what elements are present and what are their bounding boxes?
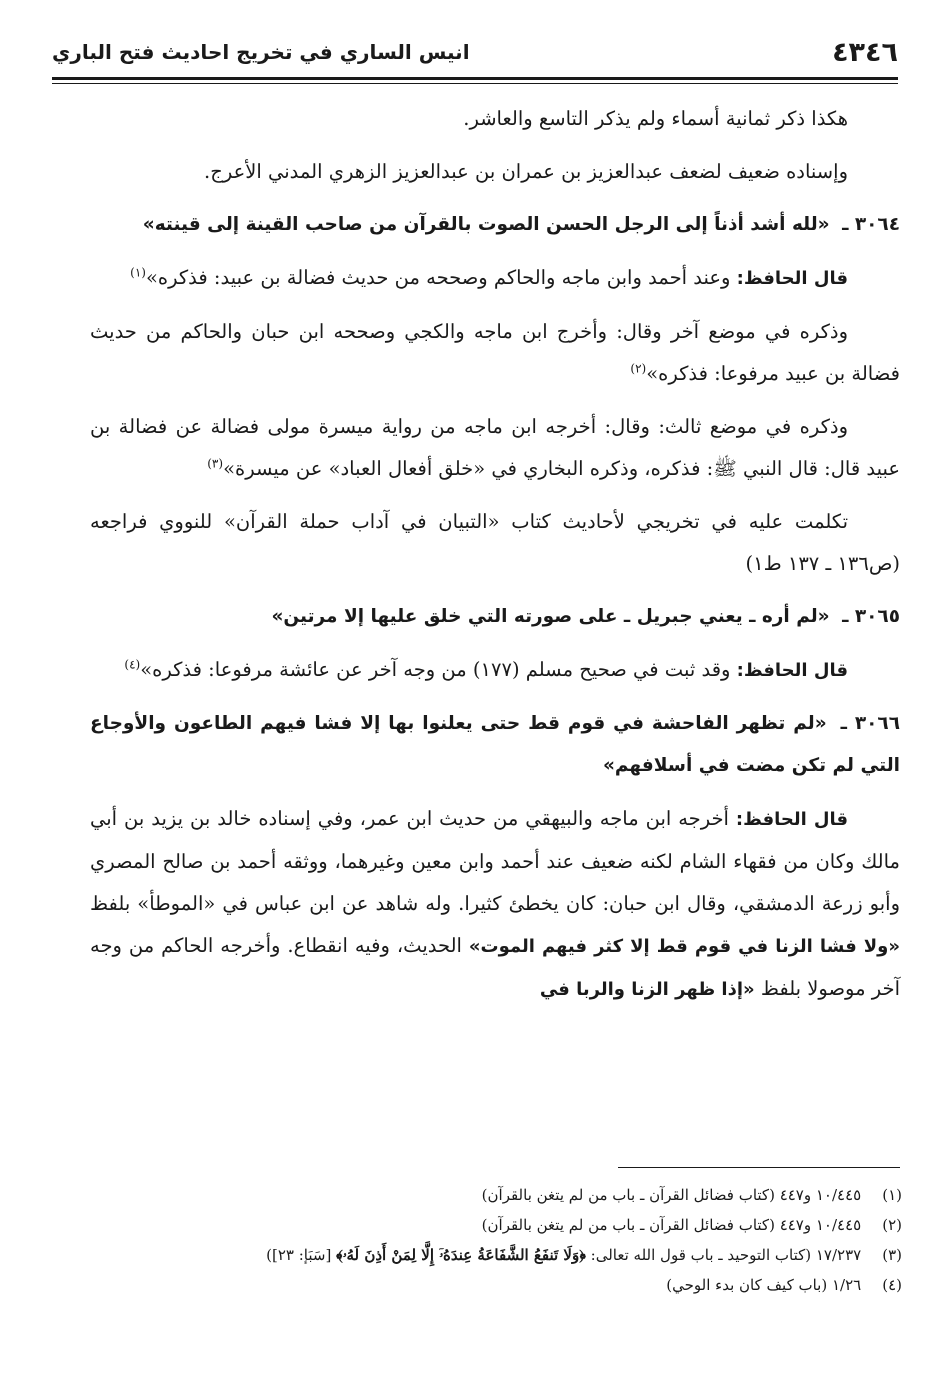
hadith-number: ٣٠٦٦ ـ (840, 713, 900, 734)
book-title: انيس الساري في تخريج احاديث فتح الباري (52, 40, 470, 64)
speaker-label: قال الحافظ: (736, 660, 848, 681)
paragraph-text: وذكره في موضع ثالث: وقال: أخرجه ابن ماجه من رواية ميسرة مولى فضالة عن فضالة بن عبيد قال: قال النبي ﷺ: فذكره، وذكره البخاري في «خلق أفعال العباد» عن ميسرة» (90, 415, 900, 480)
footnote-ref[interactable]: (٤) (124, 657, 141, 672)
hadith-heading (90, 703, 900, 787)
quoted-text: «إذا ظهر الزنا والربا في (539, 979, 755, 1000)
hadith-text: «لم تظهر الفاحشة في قوم قط حتى يعلنوا بها إلا فشا فيهم الطاعون والأوجاع التي لم تكن مضت في أسلافهم» (90, 713, 900, 776)
paragraph (90, 649, 900, 692)
hadith-number: ٣٠٦٥ ـ (842, 606, 900, 627)
quoted-text: «ولا فشا الزنا في قوم قط إلا كثر فيهم الموت» (468, 936, 900, 957)
paragraph: هكذا ذكر ثمانية أسماء ولم يذكر التاسع والعاشر. (463, 107, 848, 130)
paragraph (90, 311, 900, 395)
footnote-text: ١٧/٢٣٧ (كتاب التوحيد ـ باب قول الله تعالى: (590, 1246, 862, 1264)
speaker-label: قال الحافظ: (736, 268, 848, 289)
paragraph: تكلمت عليه في تخريجي لأحاديث كتاب «التبيان في آداب حملة القرآن» للنووي فراجعه (ص١٣٦ ـ ١٣٧ ط١) (90, 510, 900, 575)
footnote (90, 1180, 902, 1210)
footnote-number: (٤) (882, 1276, 902, 1294)
header-rule-thin (52, 83, 898, 84)
page-number: ٤٣٤٦ (832, 36, 898, 68)
paragraph (90, 257, 900, 300)
page-header (52, 30, 898, 74)
footnote-ref[interactable]: (١) (130, 265, 146, 280)
hadith-text: «لم أره ـ يعني جبريل ـ على صورته التي خلق عليها إلا مرتين» (271, 606, 830, 627)
footnote-separator (618, 1167, 900, 1168)
paragraph-text: وقد ثبت في صحيح مسلم (١٧٧) من وجه آخر عن عائشة مرفوعا: فذكره» (140, 658, 731, 681)
header-rule (52, 77, 898, 80)
footnote (90, 1240, 902, 1270)
speaker-label: قال الحافظ: (735, 809, 848, 830)
footnote-number: (٢) (882, 1216, 902, 1234)
footnotes (90, 1180, 902, 1300)
footnote-number: (٣) (882, 1246, 902, 1264)
footnote-number: (١) (882, 1186, 902, 1204)
paragraph: وإسناده ضعيف لضعف عبدالعزيز بن عمران بن عبدالعزيز الزهري المدني الأعرج. (204, 160, 848, 183)
paragraph-text: أخرجه ابن ماجه والبيهقي من حديث ابن عمر، وفي إسناده خالد بن يزيد بن أبي مالك وكان من فقهاء الشام لكنه ضعيف عند أحمد وابن معين وغيرهما، ووثقه أحمد بن صالح المصري وأبو زرعة الدمشقي، وقال ابن حبان: كان يخطئ كثيرا. وله شاهد عن ابن عباس في «الموطأ» بلفظ (90, 807, 900, 915)
footnote-ref[interactable]: (٣) (207, 456, 224, 471)
paragraph (90, 798, 900, 1011)
paragraph-text: وذكره في موضع آخر وقال: وأخرج ابن ماجه والكجي وصححه ابن حبان والحاكم من حديث فضالة بن عبيد مرفوعا: فذكره» (90, 320, 900, 385)
hadith-heading (90, 204, 900, 246)
footnote (90, 1270, 902, 1300)
footnote-text: ١٠/٤٤٥ و٤٤٧ (كتاب فضائل القرآن ـ باب من لم يتغن بالقرآن) (481, 1186, 862, 1204)
hadith-number: ٣٠٦٤ ـ (842, 214, 900, 235)
hadith-heading (90, 596, 900, 638)
footnote-text: ١/٢٦ (باب كيف كان بدء الوحي) (666, 1276, 862, 1294)
footnote (90, 1210, 902, 1240)
footnote-ref[interactable]: (٢) (630, 361, 647, 376)
footnote-text: ١٠/٤٤٥ و٤٤٧ (كتاب فضائل القرآن ـ باب من لم يتغن بالقرآن) (481, 1216, 862, 1234)
quran-verse: ﴿وَلَا تَنفَعُ الشَّفَاعَةُ عِندَهُۥٓ إِلَّا لِمَنْ أَذِنَ لَهُۥ﴾ (336, 1246, 586, 1264)
page-body (90, 98, 900, 1022)
footnote-citation: [سَبَإ: ٢٣]) (266, 1246, 332, 1264)
paragraph (90, 406, 900, 490)
hadith-text: «لله أشد أذناً إلى الرجل الحسن الصوت بالقرآن من صاحب القينة إلى قينته» (142, 214, 830, 235)
paragraph-text: وعند أحمد وابن ماجه والحاكم وصححه من حديث فضالة بن عبيد: فذكره» (145, 266, 731, 289)
paragraph-text: الحديث، وفيه انقطاع. وأخرجه الحاكم من وجه آخر موصولا بلفظ (90, 934, 900, 1000)
